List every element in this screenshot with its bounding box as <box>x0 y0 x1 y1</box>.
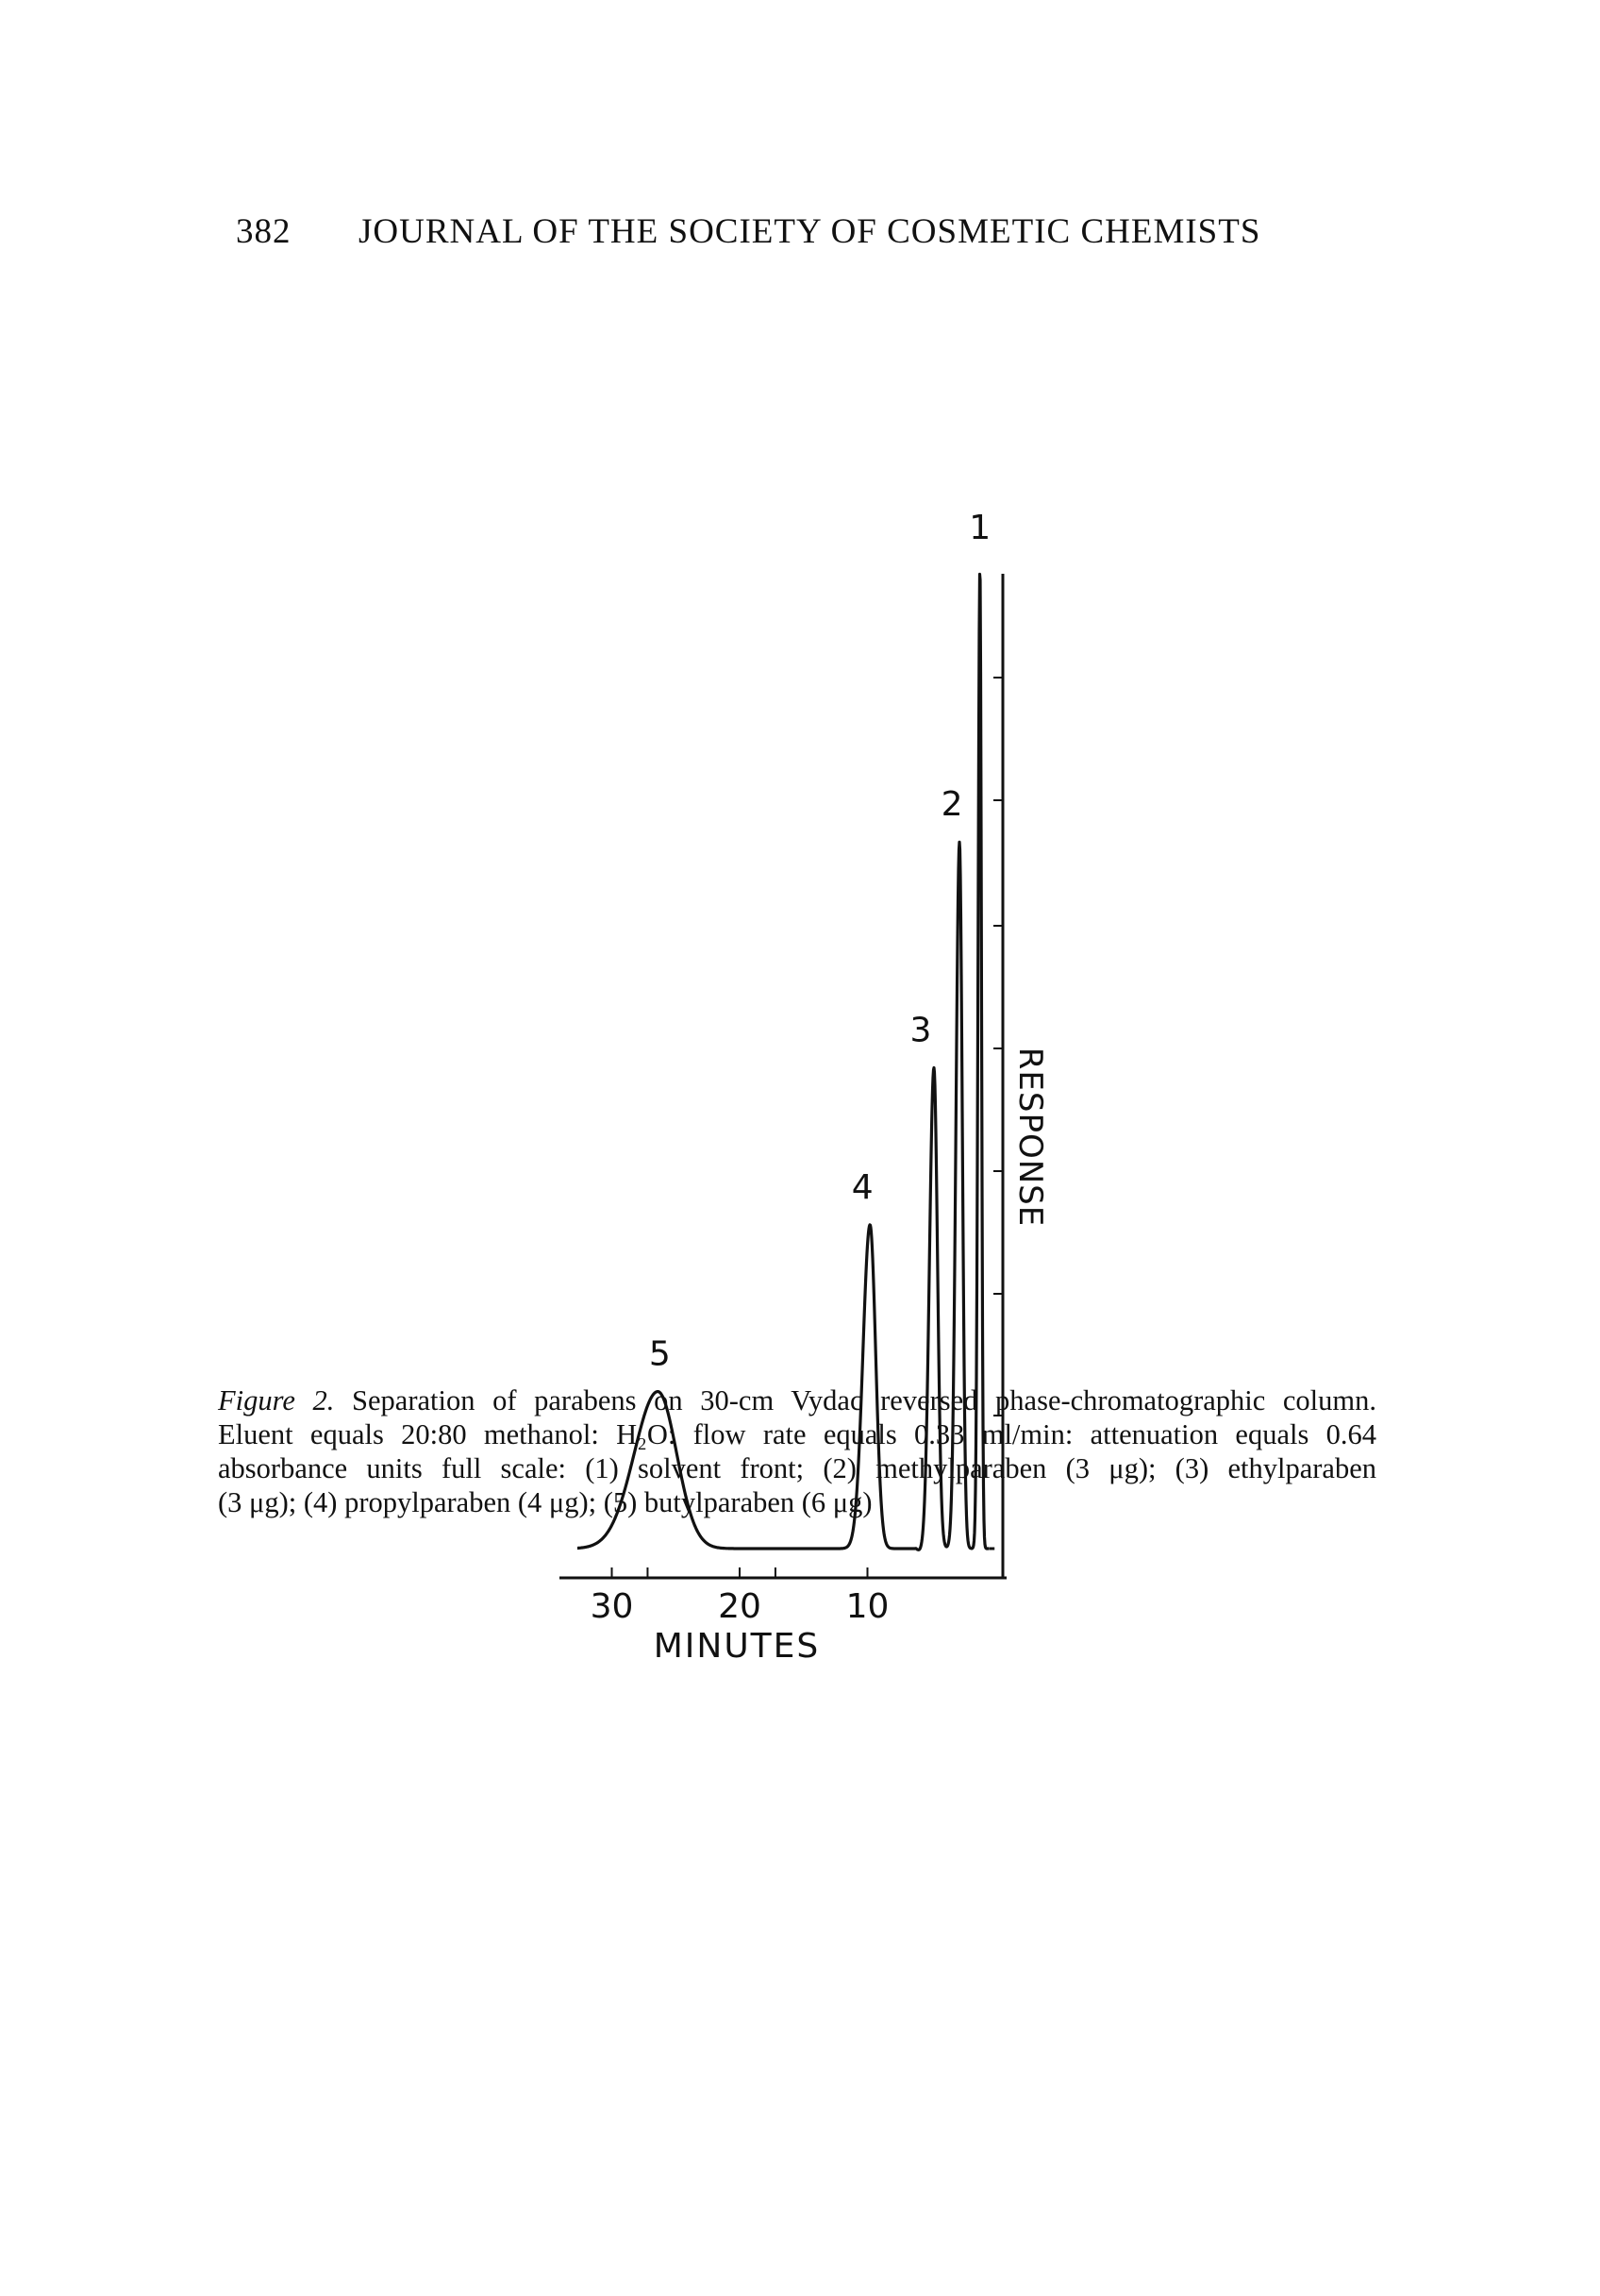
time-axis-tick-label: 10 <box>845 1587 890 1626</box>
time-axis-tick-label: 20 <box>718 1587 761 1626</box>
peak-label: 4 <box>851 1167 874 1207</box>
peak-label: 1 <box>969 509 992 547</box>
journal-title: JOURNAL OF THE SOCIETY OF COSMETIC CHEMISTS <box>358 212 1261 251</box>
peak-label: 5 <box>648 1334 671 1374</box>
peak-label: 3 <box>909 1011 932 1050</box>
figure-caption <box>218 1383 1376 1519</box>
page-number: 382 <box>236 212 292 251</box>
peak-labels <box>649 509 991 1374</box>
caption-line-1: Separation of parabens on 30-cm Vydac reversed phase-chromatographic column. <box>352 1384 1377 1416</box>
response-axis-label: RESPONSE <box>1011 1047 1049 1228</box>
time-axis-tick-label: 30 <box>590 1587 634 1626</box>
caption-line-4: (3 μg); (4) propylparaben (4 μg); (5) butylparaben (6 μg) <box>218 1486 873 1518</box>
caption-line-3: absorbance units full scale: (1) solvent front; (2) methylparaben (3 μg); (3) ethylparaben <box>218 1452 1376 1484</box>
caption-line-2: Eluent equals 20:80 methanol: H₂O: flow rate equals 0.33 ml/min: attenuation equals 0.64 <box>218 1418 1376 1450</box>
peak-label: 2 <box>941 785 963 825</box>
time-axis-label: MINUTES <box>653 1627 821 1666</box>
time-axis <box>559 1567 1007 1666</box>
figure-label: Figure 2. <box>218 1384 335 1416</box>
